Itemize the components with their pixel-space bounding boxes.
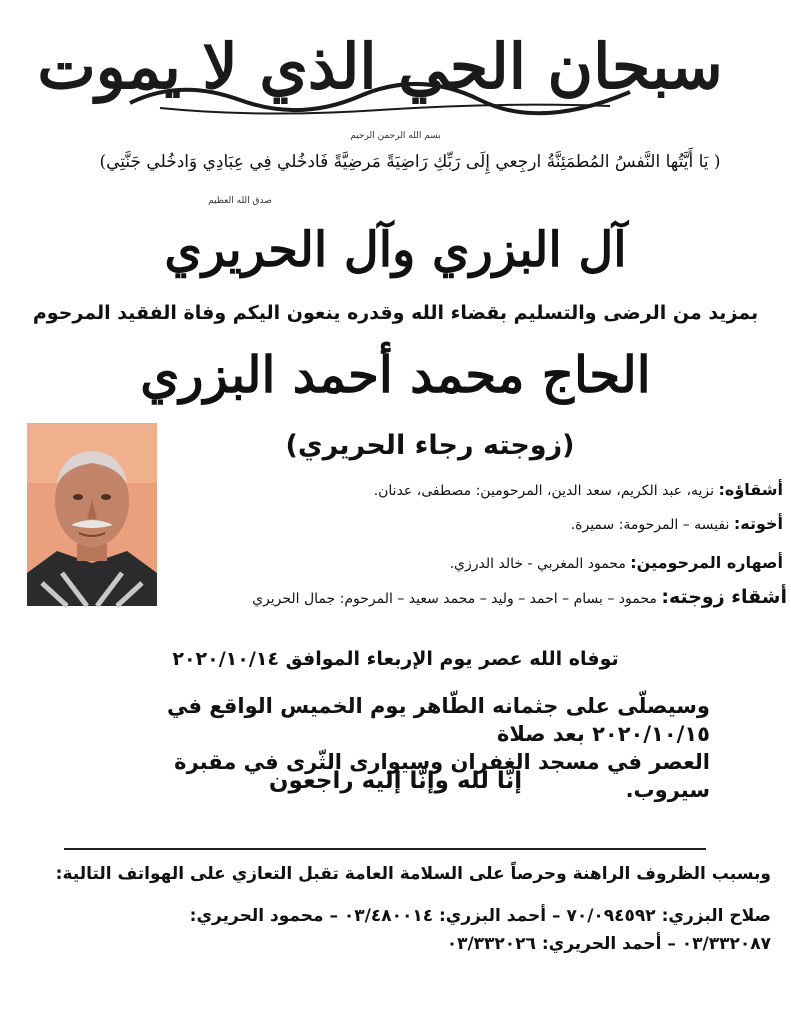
calligraphy-text: سبحان الحي الذي لا يموت (37, 30, 723, 103)
verse-closing: صدق الله العظيم (208, 196, 272, 206)
relatives-wife-siblings (252, 586, 787, 608)
inna-lillah: إنّا لله وإنّا إليه راجعون (268, 768, 523, 794)
calligraphy-header (37, 8, 723, 126)
basmala: بسم الله الرحمن الرحيم (350, 131, 441, 141)
portrait-photo (27, 423, 157, 606)
phone-numbers-line-1: صلاح البزري: ٧٠/٠٩٤٥٩٢ – أحمد البزري: ٠٣/٤٨٠٠١٤ – محمود الحريري: (189, 906, 771, 926)
intro-line: بمزيد من الرضى والتسليم بقضاء الله وقدره ينعون اليكم وفاة الفقيد المرحوم (32, 302, 759, 324)
relatives-label: أصهاره المرحومين: (630, 553, 783, 572)
condolence-intro: وبسبب الظروف الراهنة وحرصاً على السلامة العامة تقبل التعازي على الهواتف التالية: (55, 864, 771, 884)
relatives-inlaws (450, 553, 783, 572)
relatives-sisters (571, 514, 783, 533)
phone-numbers-line-2: ٠٣/٣٣٢٠٨٧ – أحمد الحريري: ٠٣/٣٣٢٠٢٦ (446, 934, 771, 954)
deceased-name: الحاج محمد أحمد البزري (140, 345, 651, 404)
divider-line (64, 848, 706, 850)
prayer-line-2: العصر في مسجد الغفران وسيوارى الثّرى في مقبرة سيروب. (174, 750, 710, 802)
relatives-label: أشقاء زوجته: (661, 586, 787, 608)
relatives-text: محمود المغربي - خالد الدرزي. (449, 556, 626, 572)
relatives-brothers (374, 480, 783, 499)
families-title: آل البزري وآل الحريري (164, 222, 627, 278)
wife-name: (زوجته رجاء الحريري) (285, 430, 575, 461)
calligraphy-art (37, 8, 723, 126)
relatives-text: محمود – بسام – احمد – وليد – محمد سعيد – المرحوم: جمال الحريري (252, 591, 657, 607)
quran-verse: ( يَا أَيَّتُها النَّفسُ المُطمَئِنَّةُ ارجِعي إِلَى رَبِّكِ رَاضِيَةً مَرضِيَّةً فَادخُلي فِي عِبَادِي وَادخُلي جَنَّتِي) (99, 152, 721, 172)
death-date-line: توفاه الله عصر يوم الإربعاء الموافق ٢٠٢٠/١٠/١٤ (172, 648, 619, 670)
relatives-label: أخوته: (733, 514, 783, 533)
relatives-text: نفيسه – المرحومة: سميرة. (570, 517, 730, 533)
relatives-label: أشقاؤه: (718, 480, 783, 499)
relatives-text: نزيه، عبد الكريم، سعد الدين، المرحومين: مصطفى، عدنان. (373, 483, 715, 499)
prayer-line-1: وسيصلّى على جثمانه الطّاهر يوم الخميس الواقع في ٢٠٢٠/١٠/١٥ بعد صلاة (166, 694, 710, 746)
